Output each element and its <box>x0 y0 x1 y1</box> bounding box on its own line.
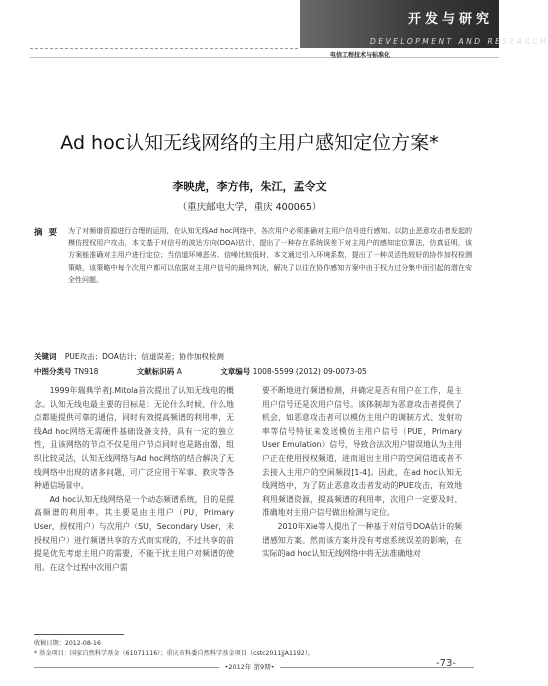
body-paragraph: 1999年瑞典学者J.Mitola首次提出了认知无线电的概念。认知无线电最主要的目标是：无论什么时候、什么地点都能提供可靠的通信，同时有效提高频谱的利用率，无线Ad hoc网络无需硬件基础设备支持，具有一定的独立性，且该网络的节点不仅是用户节点同时也是路由器，组织比较灵活，认知无线网络与Ad hoc网络的结合解决了无线网络中出现的诸多问题，可广泛应用于军事、救灾等各种通信场景中。 <box>34 386 234 491</box>
clc-value: TN918 <box>73 367 99 376</box>
keywords-line <box>34 351 224 362</box>
column-tag: 电信工程技术与标准化 <box>330 52 391 59</box>
header-dashed-rule <box>30 48 298 49</box>
footer-issue-text: •2012年 第9期• <box>219 663 281 671</box>
body-paragraph: 要不断地进行频谱检测，并确定是否有用户在工作，是主用户信号还是次用户信号。该体制却为恶意攻击者提供了机会，如恶意攻击者可以模仿主用户的调制方式、发射功率等信号特征来发送模仿主用户信号（PUE，Primary User Emulation）信号，导致合法次用户错误地认为主用户正在使用授权频道，进而退出主用户的空闲信道或者不去接入主用户的空闲频段[1-4]。因此，在ad hoc认知无线网络中，为了防止恶意攻击者发动的PUE攻击，有效地利用频谱资源，提高频谱的利用率，次用户一定要及时、准确地对主用户信号做出检测与定位。 <box>262 386 462 518</box>
keywords-value: PUE攻击；DOA估计；信道误差；协作加权检测 <box>64 352 224 361</box>
article-no-value: 1008-5599 (2012) 09-0073-05 <box>252 367 367 376</box>
section-title: 开发与研究 <box>408 12 494 27</box>
doc-code-label: 文献标识码 <box>136 367 175 376</box>
article-no-label: 文章编号 <box>220 367 251 376</box>
body-paragraph: 2010年Xie等人提出了一种基于对信号DOA估计的频谱感知方案。然而该方案并没有考虑系统误差的影响，在实际的ad hoc认知无线网络中将无法准确地对 <box>262 521 462 559</box>
footnote-rule <box>34 634 124 635</box>
abstract-label: 摘要 <box>34 228 64 238</box>
section-banner <box>300 0 548 59</box>
page-number: -73- <box>436 658 456 669</box>
article-affiliation: （重庆邮电大学，重庆 400065） <box>177 202 322 213</box>
classification-line <box>34 366 371 377</box>
clc-label: 中图分类号 <box>34 367 72 376</box>
article-authors: 李映虎，李方伟，朱江，孟令文 <box>172 180 327 193</box>
keywords-label: 关键词 <box>34 352 57 361</box>
footnote-fund: * 基金项目：国家自然科学基金（61071116）；重庆市科委自然科学基金项目（cstc2011jjA1192）。 <box>34 650 314 657</box>
section-subtitle: DEVELOPMENT AND RESEARCH <box>370 37 548 46</box>
abstract-text: 为了对频谱资源进行合理的运用，在认知无线Ad hoc网络中，各次用户必须准确对主用户信号进行感知。以防止恶意攻击者发起的模仿授权用户攻击，本文基于对信号的波达方向(DOA)估计，提出了一种存在系统误差下对主用户的感知定位算法，仿真证明，该方案能准确对主用户进行定位；当信道环境恶劣、信噪比较低时，本文通过引入环境系数，提出了一种灵活性较好的协作加权检测策略，该策略中每个次用户都可以依据对主用户信号的最终判决，解决了以往在协作感知方案中由于权力过分集中而引起的潜在安全性问题。 <box>68 227 472 284</box>
footer-issue <box>0 662 499 671</box>
body-paragraph: Ad hoc认知无线网络是一个动态频谱系统，目的是提高频谱的利用率。其主要是由主用户（PU，Primary User，授权用户）与次用户（SU，Secondary User，未授权用户）进行频谱共享的方式而实现的，不过共享的前提是优先考虑主用户的需要，不能干扰主用户对频谱的使用。在这个过程中次用户需 <box>34 494 234 572</box>
doc-code-value: A <box>176 367 182 376</box>
article-title: Ad hoc认知无线网络的主用户感知定位方案* <box>60 132 439 154</box>
body-right-column <box>262 384 462 561</box>
body-left-column <box>34 384 234 574</box>
footnote-received: 收稿日期：2012-08-16 <box>34 640 101 647</box>
